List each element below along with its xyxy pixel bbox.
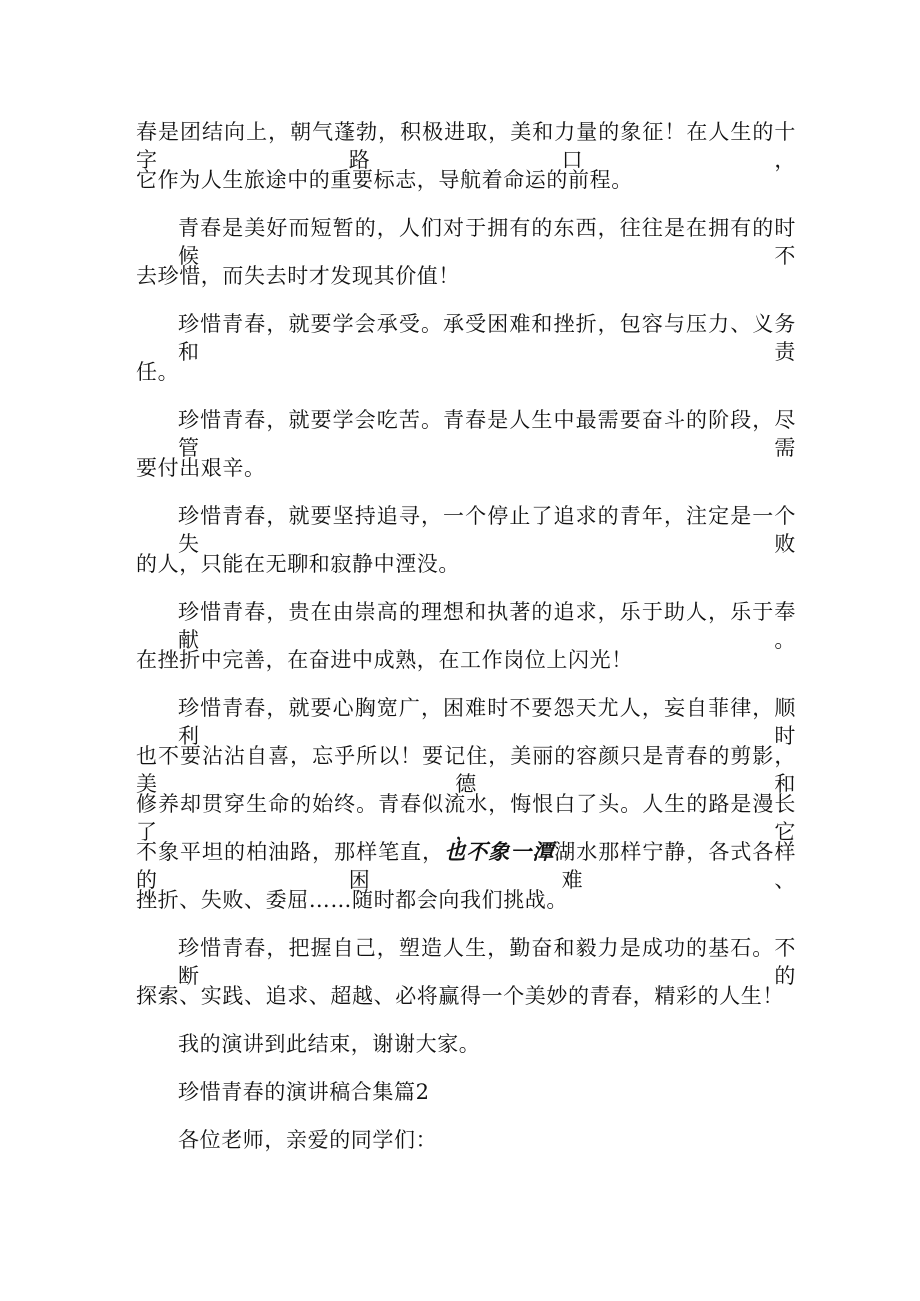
paragraph-line: 珍惜青春，就要坚持追寻，一个停止了追求的青年，注定是一个失败 xyxy=(178,504,796,556)
paragraph-line: 它作为人生旅途中的重要标志，导航着命运的前程。 xyxy=(136,168,633,192)
salutation: 各位老师，亲爱的同学们： xyxy=(178,1128,438,1152)
paragraph-line: 要付出艰辛。 xyxy=(136,456,266,480)
paragraph-line: 挫折、失败、委屈……随时都会向我们挑战。 xyxy=(136,888,568,912)
paragraph-line: 也不要沾沾自喜，忘乎所以！要记住，美丽的容颜只是青春的剪影，美德和 xyxy=(136,744,796,796)
paragraph-line: 修养却贯穿生命的始终。青春似流水，悔恨白了头。人生的路是漫长了，它 xyxy=(136,792,796,844)
paragraph-line: 珍惜青春，就要学会吃苦。青春是人生中最需要奋斗的阶段，尽管需 xyxy=(178,408,796,460)
paragraph-line: 珍惜青春，把握自己，塑造人生，勤奋和毅力是成功的基石。不断的 xyxy=(178,936,796,988)
line-text-before: 不象平坦的柏油路，那样笔直， xyxy=(136,840,445,864)
paragraph-line: 的人，只能在无聊和寂静中湮没。 xyxy=(136,552,460,576)
paragraph-line: 珍惜青春，就要学会承受。承受困难和挫折，包容与压力、义务和责 xyxy=(178,312,796,364)
paragraph-line: 珍惜青春，就要心胸宽广，困难时不要怨天尤人，妄自菲律，顺利时 xyxy=(178,696,796,748)
paragraph-line: 在挫折中完善，在奋进中成熟，在工作岗位上闪光！ xyxy=(136,648,633,672)
line-text-after: 湖水那样宁静，各式各样的困难、 xyxy=(136,840,796,892)
paragraph-line: 春是团结向上，朝气蓬勃，积极进取，美和力量的象征！在人生的十字路口， xyxy=(136,120,796,172)
section-heading: 珍惜青春的演讲稿合集篇2 xyxy=(178,1080,430,1104)
emphasized-text: 也不象一潭 xyxy=(444,840,555,864)
paragraph-line: 任。 xyxy=(136,360,180,384)
paragraph-line: 我的演讲到此结束，谢谢大家。 xyxy=(178,1032,481,1056)
paragraph-line: 珍惜青春，贵在由崇高的理想和执著的追求，乐于助人，乐于奉献。 xyxy=(178,600,796,652)
paragraph-line: 青春是美好而短暂的，人们对于拥有的东西，往往是在拥有的时候不 xyxy=(178,216,796,268)
paragraph-line: 探索、实践、追求、超越、必将赢得一个美妙的青春，精彩的人生！ xyxy=(136,984,784,1008)
paragraph-line: 去珍惜，而失去时才发现其价值！ xyxy=(136,264,460,288)
